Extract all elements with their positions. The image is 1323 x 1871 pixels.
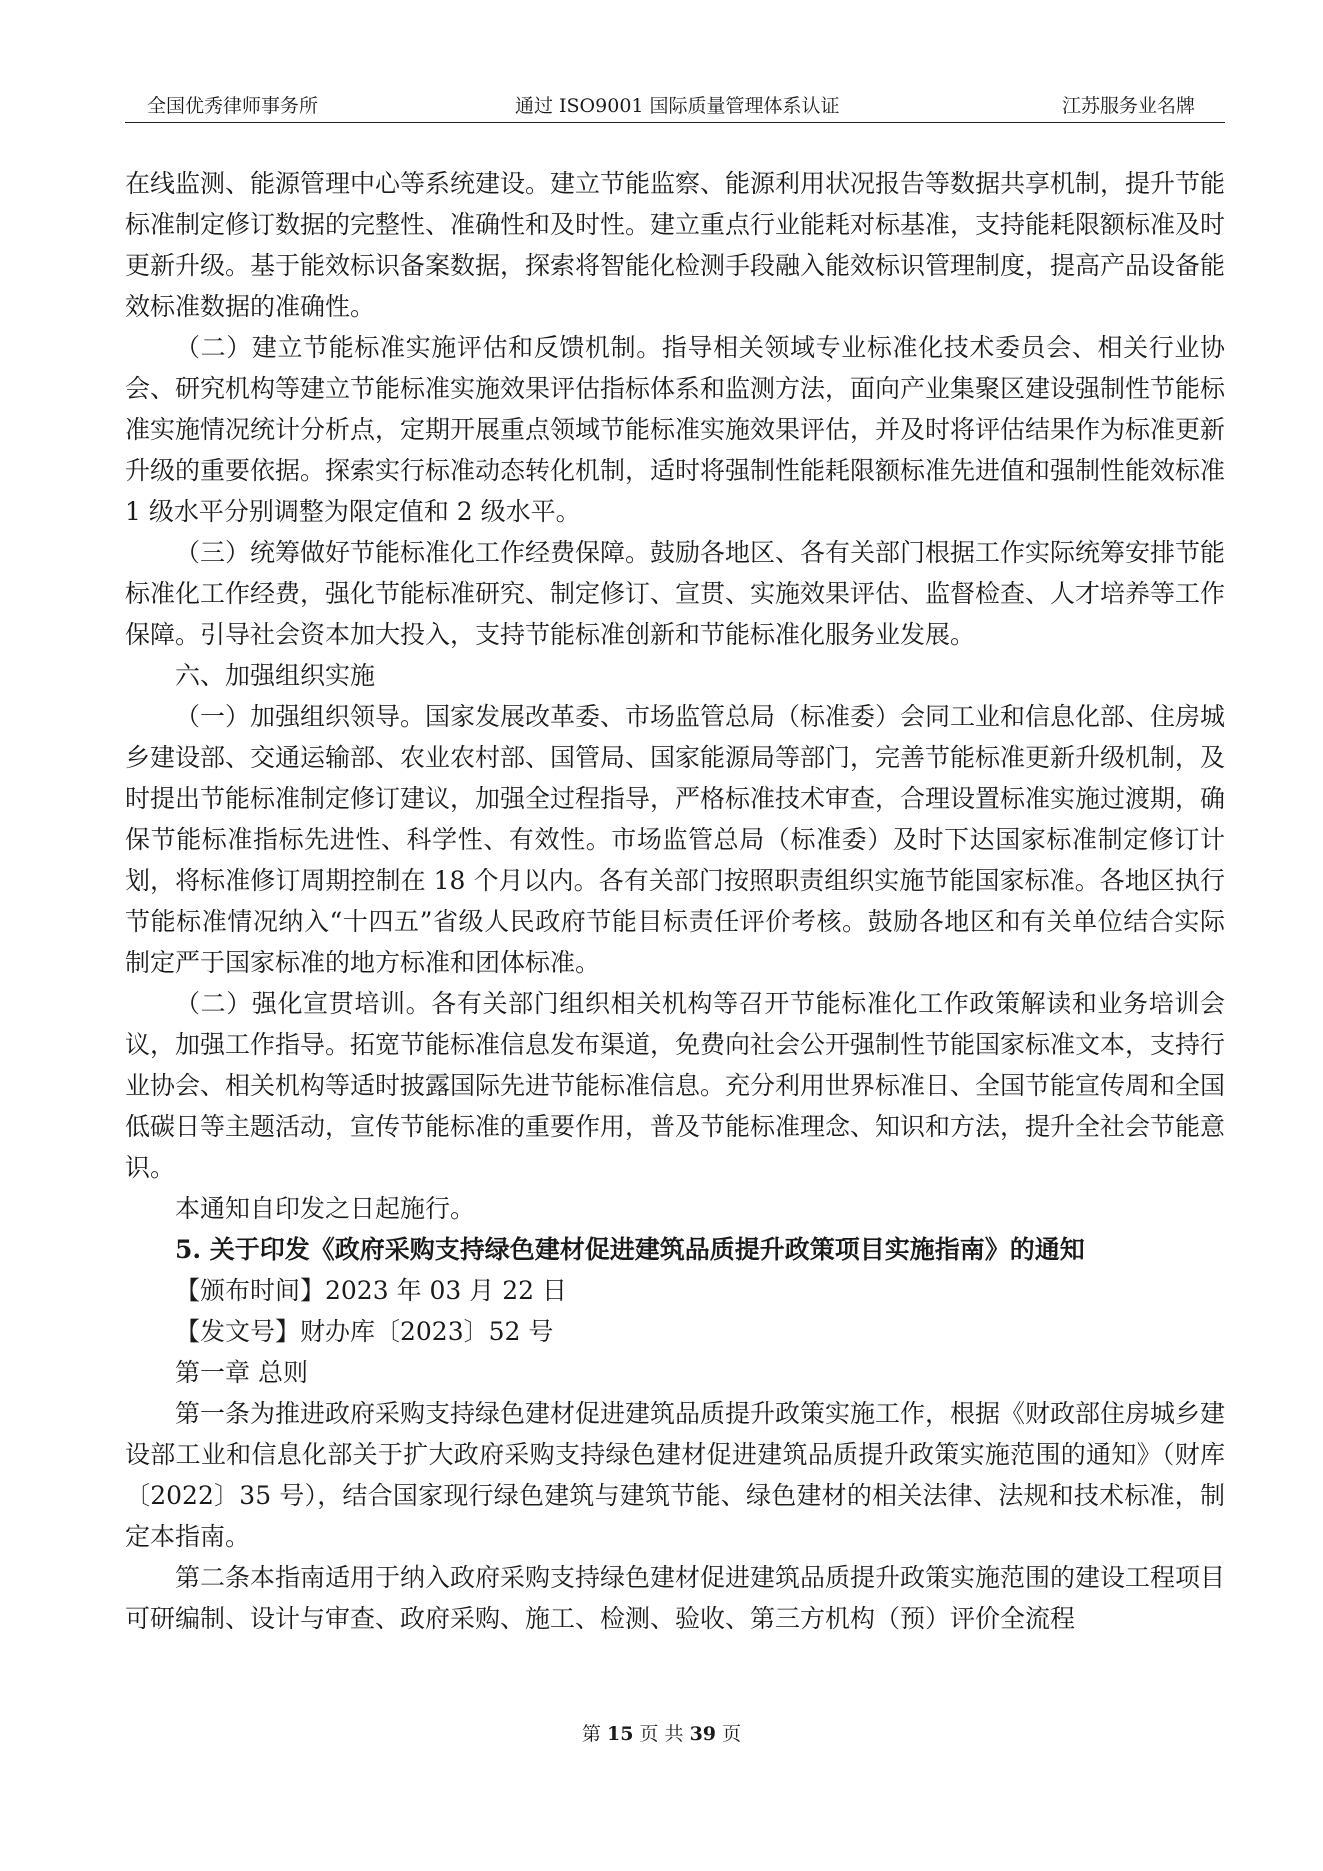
paragraph-section-5-2: （二）建立节能标准实施评估和反馈机制。指导相关领域专业标准化技术委员会、相关行业协会、研究机构等建立节能标准实施效果评估指标体系和监测方法，面向产业集聚区建设强制性节能标准实施情况统计分析点，定期开展重点领域节能标准实施效果评估，并及时将评估结果作为标准更新升级的重要依据。探索实行标准动态转化机制，适时将强制性能耗限额标准先进值和强制性能效标准 1 级水平分别调整为限定值和 2 级水平。 [125, 333, 1226, 526]
page-header [125, 90, 1225, 123]
paragraph-continuation: 在线监测、能源管理中心等系统建设。建立节能监察、能源利用状况报告等数据共享机制，提升节能标准制定修订数据的完整性、准确性和及时性。建立重点行业能耗对标基准，支持能耗限额标准及时更新升级。基于能效标识备案数据，探索将智能化检测手段融入能效标识管理制度，提高产品设备能效标准数据的准确性。 [125, 169, 1226, 321]
footer-middle: 页 共 [639, 1723, 684, 1745]
page-footer [0, 1720, 1323, 1748]
document-body [125, 163, 1225, 1639]
footer-prefix: 第 [581, 1723, 601, 1745]
paragraph-effective-date: 本通知自印发之日起施行。 [175, 1194, 476, 1223]
header-center-text: 通过 ISO9001 国际质量管理体系认证 [515, 95, 840, 117]
paragraph-section-6-2: （二）强化宣贯培训。各有关部门组织相关机构等召开节能标准化工作政策解读和业务培训会议，加强工作指导。拓宽节能标准信息发布渠道，免费向社会公开强制性节能国家标准文本，支持行业协会、相关机构等适时披露国际先进节能标准信息。充分利用世界标准日、全国节能宣传周和全国低碳日等主题活动，宣传节能标准的重要作用，普及节能标准理念、知识和方法，提升全社会节能意识。 [125, 989, 1226, 1182]
paragraph-section-6-1: （一）加强组织领导。国家发展改革委、市场监管总局（标准委）会同工业和信息化部、住房城乡建设部、交通运输部、农业农村部、国管局、国家能源局等部门，完善节能标准更新升级机制，及时提出节能标准制定修订建议，加强全过程指导，严格标准技术审查，合理设置标准实施过渡期，确保节能标准指标先进性、科学性、有效性。市场监管总局（标准委）及时下达国家标准制定修订计划，将标准修订周期控制在 18 个月以内。各有关部门按照职责组织实施节能国家标准。各地区执行节能标准情况纳入“十四五”省级人民政府节能目标责任评价考核。鼓励各地区和有关单位结合实际制定严于国家标准的地方标准和团体标准。 [125, 702, 1226, 977]
header-left-text: 全国优秀律师事务所 [147, 95, 319, 117]
page-total: 39 [689, 1723, 717, 1745]
document-title-5: 5. 关于印发《政府采购支持绿色建材促进建筑品质提升政策项目实施指南》的通知 [175, 1235, 1085, 1264]
page-number: 15 [606, 1723, 634, 1745]
section-heading-6: 六、加强组织实施 [175, 661, 376, 690]
document-number: 【发文号】财办库〔2023〕52 号 [175, 1317, 554, 1346]
article-2: 第二条本指南适用于纳入政府采购支持绿色建材促进建筑品质提升政策实施范围的建设工程项目可研编制、设计与审查、政府采购、施工、检测、验收、第三方机构（预）评价全流程 [125, 1563, 1226, 1633]
footer-suffix: 页 [722, 1723, 742, 1745]
article-1: 第一条为推进政府采购支持绿色建材促进建筑品质提升政策实施工作，根据《财政部住房城乡建设部工业和信息化部关于扩大政府采购支持绿色建材促进建筑品质提升政策实施范围的通知》（财库〔2022〕35 号），结合国家现行绿色建筑与建筑节能、绿色建材的相关法律、法规和技术标准，制定本指南。 [125, 1399, 1226, 1551]
chapter-heading: 第一章 总则 [175, 1358, 308, 1387]
issue-date: 【颁布时间】2023 年 03 月 22 日 [175, 1276, 567, 1305]
paragraph-section-5-3: （三）统筹做好节能标准化工作经费保障。鼓励各地区、各有关部门根据工作实际统筹安排节能标准化工作经费，强化节能标准研究、制定修订、宣贯、实施效果评估、监督检查、人才培养等工作保障。引导社会资本加大投入，支持节能标准创新和节能标准化服务业发展。 [125, 538, 1226, 649]
header-right-text: 江苏服务业名牌 [1061, 95, 1195, 117]
